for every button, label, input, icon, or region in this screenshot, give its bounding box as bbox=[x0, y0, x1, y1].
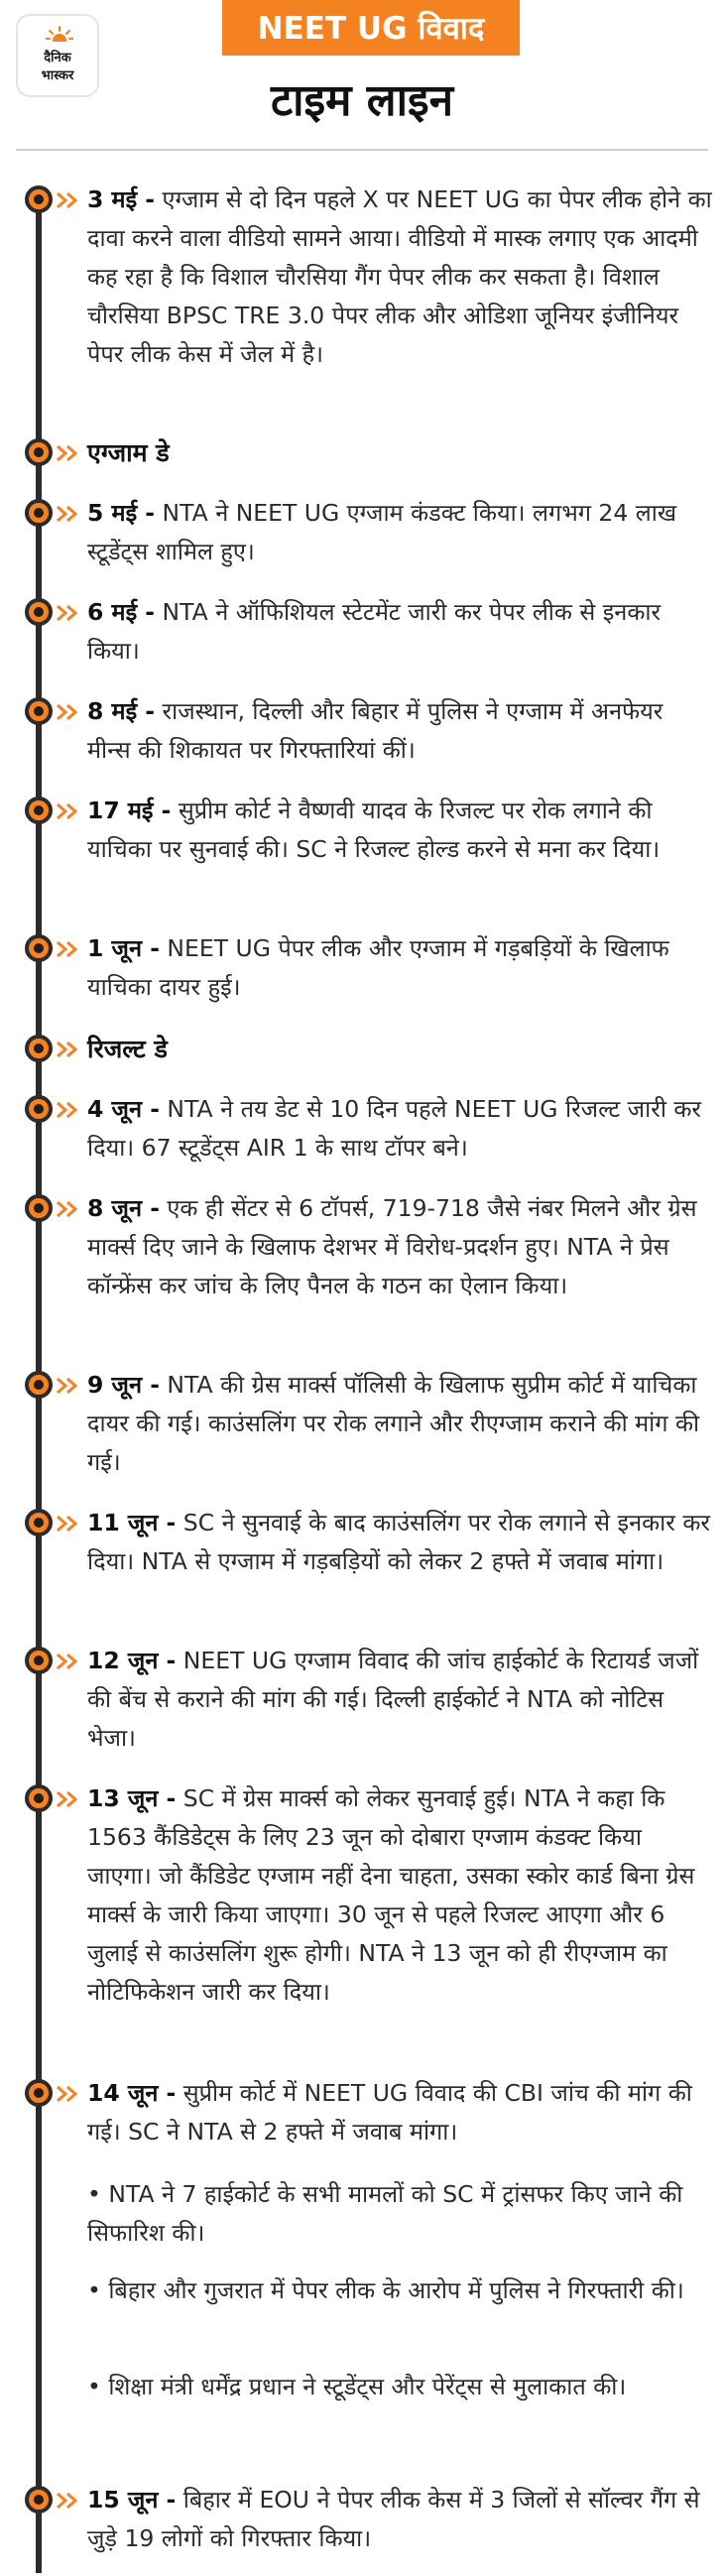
timeline-dot bbox=[25, 934, 53, 962]
entry-date: 14 जून - bbox=[87, 2079, 177, 2107]
entry-text: NEET UG पेपर लीक और एग्जाम में गड़बड़ियों के खिलाफ याचिका दायर हुई। bbox=[87, 934, 669, 1001]
timeline-dot bbox=[25, 1095, 53, 1123]
entry-date: 15 जून - bbox=[87, 2486, 177, 2514]
timeline-entry bbox=[87, 2481, 712, 2558]
timeline-entry bbox=[87, 181, 712, 374]
chevron-right-icon bbox=[56, 1041, 81, 1058]
entry-text: सुप्रीम कोर्ट ने वैष्णवी यादव के रिजल्ट पर रोक लगाने की याचिका पर सुनवाई की। SC ने रिजल्ट होल्ड करने से मना कर दिया। bbox=[87, 797, 661, 863]
timeline-entry bbox=[87, 929, 712, 1007]
timeline-dot bbox=[25, 185, 53, 213]
chevron-right-icon bbox=[56, 703, 81, 721]
entry-text: SC में ग्रेस मार्क्स को लेकर सुनवाई हुई। NTA ने कहा कि 1563 कैंडिडेट्स के लिए 23 जून को दोबारा एग्जाम कंडक्ट किया जाएगा। जो कैंडिडेट एग्जाम नहीं देना चाहता, उसका स्कोर कार्ड बिना ग्रेस मार्क्स के जारी किया जाएगा। 30 जून से पहले रिजल्ट आएगा और 6 जुलाई से काउंसलिंग शुरू होगी। NTA ने 13 जून को ही रीएग्जाम का नोटिफिकेशन जारी कर दिया। bbox=[87, 1784, 695, 2006]
timeline-dot bbox=[25, 797, 53, 824]
entry-text: एक ही सेंटर से 6 टॉपर्स, 719-718 जैसे नंबर मिलने और ग्रेस मार्क्स दिए जाने के खिलाफ देशभर में विरोध-प्रदर्शन हुए। NTA ने प्रेस कॉन्फ्रेंस कर जांच के लिए पैनल के गठन का ऐलान किया। bbox=[87, 1194, 697, 1299]
entry-text: बिहार में EOU ने पेपर लीक केस में 3 जिलों से सॉल्वर गैंग से जुड़े 19 लोगों को गिरफ्तार किया। bbox=[87, 2486, 700, 2552]
timeline-dot bbox=[25, 697, 53, 725]
bullet-point: • शिक्षा मंत्री धर्मेंद्र प्रधान ने स्टूडेंट्स और पेरेंट्स से मुलाकात की। bbox=[87, 2373, 627, 2400]
timeline-entry bbox=[87, 2074, 712, 2151]
chevron-right-icon bbox=[56, 2492, 81, 2510]
title-divider bbox=[16, 149, 708, 151]
timeline-dot bbox=[25, 1194, 53, 1222]
timeline-dot bbox=[25, 1035, 53, 1062]
entry-text: NEET UG एग्जाम विवाद की जांच हाईकोर्ट के रिटायर्ड जजों की बेंच से कराने की मांग की गई। दिल्ली हाईकोर्ट ने NTA को नोटिस भेजा। bbox=[87, 1647, 699, 1752]
section-heading: रिजल्ट डे bbox=[87, 1035, 168, 1063]
entry-date: 12 जून - bbox=[87, 1647, 177, 1674]
entry-date: 8 जून - bbox=[87, 1194, 160, 1222]
timeline-dot bbox=[25, 499, 53, 527]
timeline-dot bbox=[25, 1784, 53, 1812]
entry-date: 3 मई - bbox=[87, 185, 156, 213]
timeline-entry bbox=[87, 593, 712, 671]
chevron-right-icon bbox=[56, 604, 81, 622]
chevron-right-icon bbox=[56, 444, 81, 462]
entry-text: NTA ने ऑफिशियल स्टेटमेंट जारी कर पेपर लीक से इनकार किया। bbox=[87, 598, 662, 665]
chevron-right-icon bbox=[56, 2085, 81, 2103]
timeline-entry bbox=[87, 1504, 712, 1581]
brand-line-2: भास्कर bbox=[41, 68, 74, 83]
timeline-entry bbox=[87, 1642, 712, 1758]
entry-text: NTA की ग्रेस मार्क्स पॉलिसी के खिलाफ सुप्रीम कोर्ट में याचिका दायर की गई। काउंसलिंग पर रोक लगाने और रीएग्जाम कराने की मांग की गई। bbox=[87, 1371, 700, 1476]
entry-date: 6 मई - bbox=[87, 598, 156, 626]
chevron-right-icon bbox=[56, 1653, 81, 1670]
bullet-point: • NTA ने 7 हाईकोर्ट के सभी मामलों को SC में ट्रांसफर किए जाने की सिफारिश की। bbox=[87, 2180, 683, 2247]
entry-date: 11 जून - bbox=[87, 1509, 177, 1536]
chevron-right-icon bbox=[56, 802, 81, 820]
bullet-point: • बिहार और गुजरात में पेपर लीक के आरोप में पुलिस ने गिरफ्तारी की। bbox=[87, 2276, 684, 2304]
timeline-dot bbox=[25, 1647, 53, 1674]
timeline-entry bbox=[87, 692, 712, 770]
topic-badge: NEET UG विवाद bbox=[222, 0, 520, 56]
entry-text: SC ने सुनवाई के बाद काउंसलिंग पर रोक लगाने से इनकार कर दिया। NTA से एग्जाम में गड़बड़ियों को लेकर 2 हफ्ते में जवाब मांगा। bbox=[87, 1509, 710, 1575]
timeline-dot bbox=[25, 2079, 53, 2107]
entry-text: राजस्थान, दिल्ली और बिहार में पुलिस ने एग्जाम में अनफेयर मीन्स की शिकायत पर गिरफ्तारियां कीं। bbox=[87, 697, 664, 764]
page-title: टाइम लाइन bbox=[270, 75, 454, 126]
chevron-right-icon bbox=[56, 1377, 81, 1395]
timeline-entry bbox=[87, 1090, 712, 1167]
chevron-right-icon bbox=[56, 1790, 81, 1808]
timeline-dot bbox=[25, 1509, 53, 1536]
timeline-entry bbox=[87, 792, 712, 869]
entry-date: 5 मई - bbox=[87, 499, 156, 527]
timeline-entry bbox=[87, 1366, 712, 1482]
chevron-right-icon bbox=[56, 1515, 81, 1533]
chevron-right-icon bbox=[56, 505, 81, 523]
timeline-dot bbox=[25, 2486, 53, 2514]
timeline-entry bbox=[87, 494, 712, 571]
entry-date: 9 जून - bbox=[87, 1371, 160, 1399]
entry-date: 4 जून - bbox=[87, 1095, 160, 1123]
timeline-dot bbox=[25, 1371, 53, 1399]
entry-date: 8 मई - bbox=[87, 697, 156, 725]
entry-date: 17 मई - bbox=[87, 797, 172, 824]
section-heading: एग्जाम डे bbox=[87, 438, 170, 467]
entry-text: एग्जाम से दो दिन पहले X पर NEET UG का पेपर लीक होने का दावा करने वाला वीडियो सामने आया। वीडियो में मास्क लगाए एक आदमी कह रहा है कि विशाल चौरसिया गैंग पेपर लीक कर सकता है। विशाल चौरसिया BPSC TRE 3.0 पेपर लीक और ओडिशा जूनियर इंजीनियर पेपर लीक केस में जेल में है। bbox=[87, 185, 712, 368]
timeline-entry bbox=[87, 1779, 712, 2012]
chevron-right-icon bbox=[56, 940, 81, 958]
timeline-entry bbox=[87, 1189, 712, 1305]
chevron-right-icon bbox=[56, 1101, 81, 1119]
entry-date: 13 जून - bbox=[87, 1784, 177, 1812]
entry-date: 1 जून - bbox=[87, 934, 160, 962]
sun-icon bbox=[46, 26, 73, 42]
entry-text: NTA ने NEET UG एग्जाम कंडक्ट किया। लगभग 24 लाख स्टूडेंट्स शामिल हुए। bbox=[87, 499, 677, 565]
entry-text: NTA ने तय डेट से 10 दिन पहले NEET UG रिजल्ट जारी कर दिया। 67 स्टूडेंट्स AIR 1 के साथ टॉपर बने। bbox=[87, 1095, 702, 1162]
timeline-dot bbox=[25, 598, 53, 626]
brand-line-1: दैनिक bbox=[44, 51, 71, 65]
chevron-right-icon bbox=[56, 1200, 81, 1218]
timeline-dot bbox=[25, 438, 53, 466]
chevron-right-icon bbox=[56, 191, 81, 209]
entry-text: सुप्रीम कोर्ट में NEET UG विवाद की CBI जांच की मांग की गई। SC ने NTA से 2 हफ्ते में जवाब मांगा। bbox=[87, 2079, 692, 2146]
